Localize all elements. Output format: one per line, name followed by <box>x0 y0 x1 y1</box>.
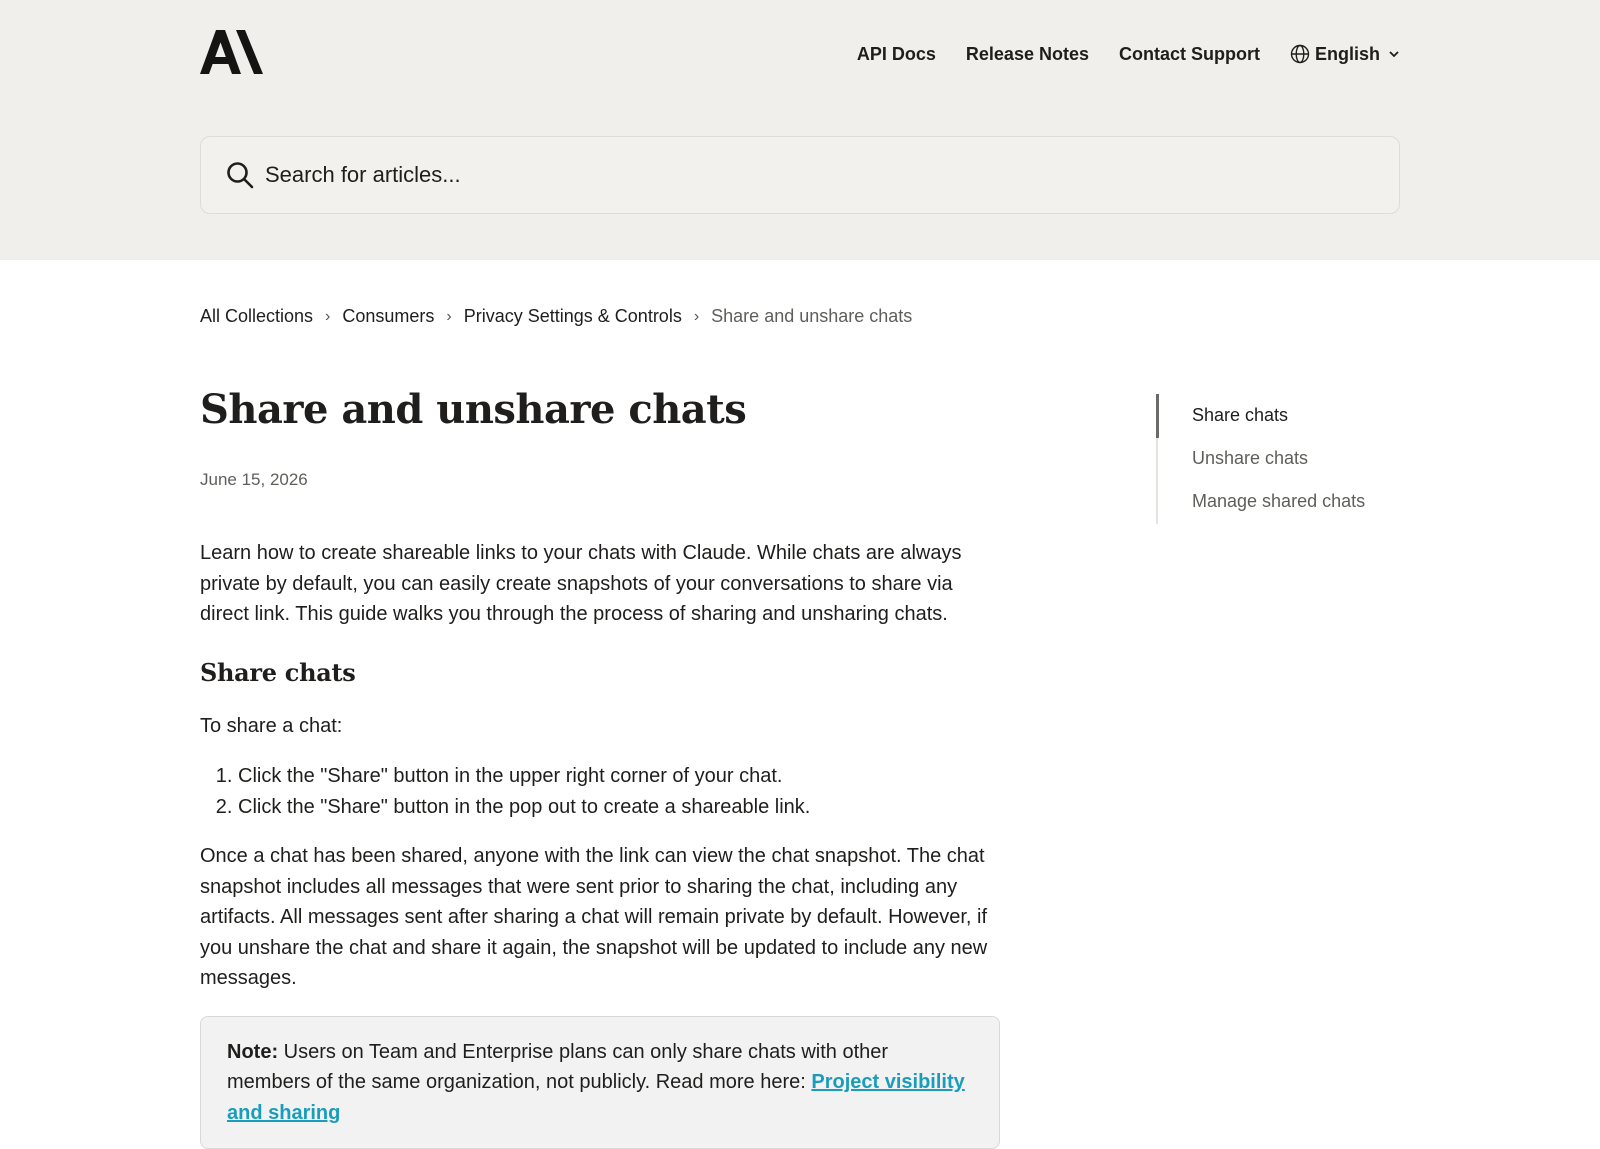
search-input[interactable] <box>263 161 1367 189</box>
note-callout <box>200 1016 1000 1149</box>
header <box>0 0 1600 260</box>
article-date: June 15, 2026 <box>200 470 1000 490</box>
toc-active-indicator <box>1156 394 1159 438</box>
search-icon <box>225 160 255 190</box>
note-text: Users on Team and Enterprise plans can only share chats with other members of the same organization, not publicly. Read more here: <box>227 1041 888 1094</box>
globe-icon <box>1290 44 1310 64</box>
steps-list <box>200 761 1000 823</box>
note-link[interactable]: Project visibility and sharing <box>227 1071 965 1124</box>
search-bar[interactable] <box>200 136 1400 214</box>
list-item: 2. Click the "Share" button in the pop out to create a shareable link. <box>238 792 1000 823</box>
chevron-down-icon <box>1388 48 1400 60</box>
toc-item-share-chats[interactable]: Share chats <box>1192 394 1396 437</box>
toc-item-manage-shared-chats[interactable]: Manage shared chats <box>1192 480 1396 523</box>
nav-release-notes[interactable]: Release Notes <box>966 41 1089 67</box>
top-nav <box>827 41 1400 67</box>
chevron-right-icon: › <box>325 308 330 326</box>
article <box>200 370 1000 1149</box>
section-lead: To share a chat: <box>200 711 1000 742</box>
chevron-right-icon: › <box>446 308 451 326</box>
article-intro: Learn how to create shareable links to your chats with Claude. While chats are always private by default, you can easily create snapshots of your conversations to share via direct link. This guide walks you through the process of sharing and unsharing chats. <box>200 538 1000 630</box>
toc-item-unshare-chats[interactable]: Unshare chats <box>1192 437 1396 480</box>
nav-api-docs[interactable]: API Docs <box>857 41 936 67</box>
page-title: Share and unshare chats <box>200 382 1000 438</box>
language-label: English <box>1315 44 1380 65</box>
nav-contact-support[interactable]: Contact Support <box>1119 41 1260 67</box>
list-item: 1. Click the "Share" button in the upper right corner of your chat. <box>238 761 1000 792</box>
breadcrumb <box>200 306 912 327</box>
breadcrumb-all-collections[interactable]: All Collections <box>200 306 313 327</box>
section-heading-share-chats: Share chats <box>200 658 1000 687</box>
anthropic-logo[interactable] <box>200 30 263 74</box>
chevron-right-icon: › <box>694 308 699 326</box>
article-paragraph: Once a chat has been shared, anyone with the link can view the chat snapshot. The chat snapshot includes all messages that were sent prior to sharing the chat, including any artifacts. All messages sent after sharing a chat will remain private by default. However, if you unshare the chat and share it again, the snapshot will be updated to include any new messages. <box>200 841 1000 994</box>
table-of-contents <box>1156 394 1396 523</box>
language-selector[interactable] <box>1290 44 1400 65</box>
note-label: Note: <box>227 1041 278 1063</box>
breadcrumb-consumers[interactable]: Consumers <box>342 306 434 327</box>
breadcrumb-privacy-settings[interactable]: Privacy Settings & Controls <box>464 306 682 327</box>
breadcrumb-current: Share and unshare chats <box>711 306 912 327</box>
